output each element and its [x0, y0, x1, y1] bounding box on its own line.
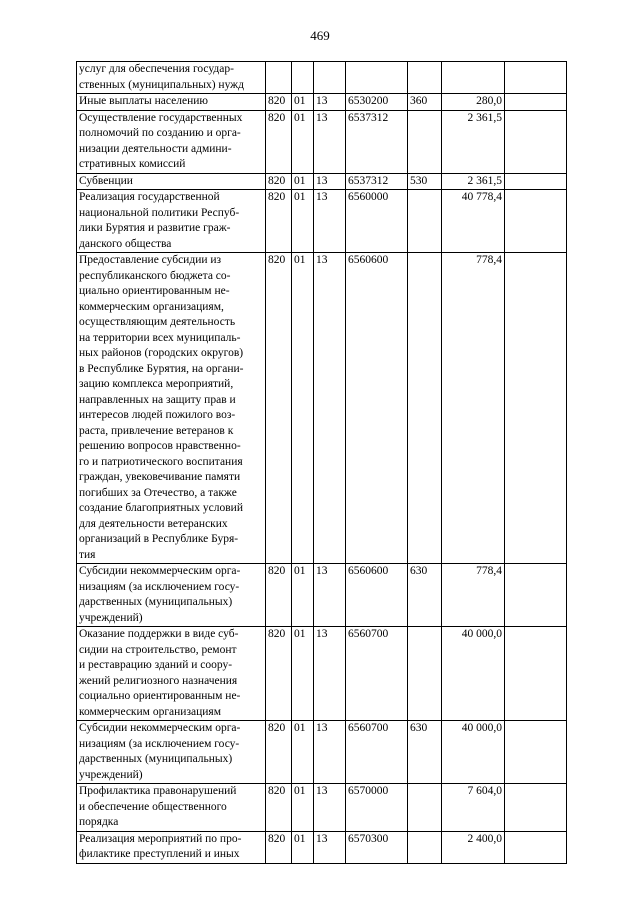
row-expense-type-code: 530	[408, 173, 442, 190]
budget-table-body	[77, 62, 567, 864]
row-admin-code: 820	[266, 253, 292, 564]
table-row	[77, 564, 567, 627]
row-subsection-code: 13	[314, 253, 346, 564]
row-section-code: 01	[292, 110, 314, 173]
row-target-code: 6537312	[346, 173, 408, 190]
row-empty-cell	[505, 173, 567, 190]
row-amount: 40 000,0	[442, 721, 505, 784]
row-admin-code: 820	[266, 831, 292, 863]
row-amount: 2 361,5	[442, 173, 505, 190]
row-amount: 40 778,4	[442, 190, 505, 253]
row-empty-cell	[505, 94, 567, 111]
row-subsection-code: 13	[314, 627, 346, 721]
row-empty-cell	[505, 564, 567, 627]
row-section-code: 01	[292, 721, 314, 784]
row-section-code	[292, 62, 314, 94]
row-admin-code: 820	[266, 564, 292, 627]
table-row	[77, 110, 567, 173]
row-amount: 778,4	[442, 253, 505, 564]
row-admin-code: 820	[266, 190, 292, 253]
row-target-code: 6560700	[346, 627, 408, 721]
row-expense-type-code: 630	[408, 564, 442, 627]
row-section-code: 01	[292, 173, 314, 190]
row-description: Оказание поддержки в виде суб- сидии на строительство, ремонт и реставрацию зданий и соору- жений религиозного назначения социально ориентированным не- коммерческим организациям	[77, 627, 266, 721]
table-row	[77, 721, 567, 784]
row-description: Профилактика правонарушений и обеспечение общественного порядка	[77, 784, 266, 832]
row-empty-cell	[505, 62, 567, 94]
row-subsection-code: 13	[314, 784, 346, 832]
row-section-code: 01	[292, 627, 314, 721]
row-expense-type-code	[408, 190, 442, 253]
row-description: Субвенции	[77, 173, 266, 190]
row-description: Субсидии некоммерческим орга- низациям (за исключением госу- дарственных (муниципальных) учреждений)	[77, 721, 266, 784]
row-subsection-code: 13	[314, 831, 346, 863]
row-expense-type-code	[408, 831, 442, 863]
table-row	[77, 253, 567, 564]
row-description: Субсидии некоммерческим орга- низациям (за исключением госу- дарственных (муниципальных) учреждений)	[77, 564, 266, 627]
table-row	[77, 62, 567, 94]
row-section-code: 01	[292, 831, 314, 863]
row-admin-code: 820	[266, 627, 292, 721]
row-target-code: 6537312	[346, 110, 408, 173]
table-row	[77, 94, 567, 111]
page-number: 469	[310, 28, 330, 43]
row-subsection-code: 13	[314, 173, 346, 190]
row-target-code: 6570000	[346, 784, 408, 832]
row-amount: 7 604,0	[442, 784, 505, 832]
row-empty-cell	[505, 253, 567, 564]
row-admin-code: 820	[266, 173, 292, 190]
row-expense-type-code: 360	[408, 94, 442, 111]
row-empty-cell	[505, 190, 567, 253]
row-subsection-code	[314, 62, 346, 94]
row-target-code: 6530200	[346, 94, 408, 111]
row-target-code: 6560600	[346, 253, 408, 564]
row-admin-code: 820	[266, 721, 292, 784]
row-admin-code: 820	[266, 784, 292, 832]
row-admin-code	[266, 62, 292, 94]
table-row	[77, 831, 567, 863]
budget-table	[76, 61, 567, 864]
table-row	[77, 784, 567, 832]
row-description: услуг для обеспечения государ- ственных (муниципальных) нужд	[77, 62, 266, 94]
row-subsection-code: 13	[314, 190, 346, 253]
row-section-code: 01	[292, 564, 314, 627]
row-section-code: 01	[292, 784, 314, 832]
row-section-code: 01	[292, 94, 314, 111]
row-subsection-code: 13	[314, 110, 346, 173]
row-target-code	[346, 62, 408, 94]
row-empty-cell	[505, 831, 567, 863]
row-description: Реализация мероприятий по про- филактике преступлений и иных	[77, 831, 266, 863]
row-target-code: 6560000	[346, 190, 408, 253]
table-row	[77, 173, 567, 190]
row-amount	[442, 62, 505, 94]
row-expense-type-code	[408, 110, 442, 173]
row-expense-type-code	[408, 62, 442, 94]
row-amount: 2 400,0	[442, 831, 505, 863]
row-admin-code: 820	[266, 110, 292, 173]
row-description: Осуществление государственных полномочий по созданию и орга- низации деятельности админи- стративных комиссий	[77, 110, 266, 173]
row-subsection-code: 13	[314, 94, 346, 111]
row-empty-cell	[505, 784, 567, 832]
table-row	[77, 190, 567, 253]
row-empty-cell	[505, 110, 567, 173]
row-empty-cell	[505, 721, 567, 784]
row-section-code: 01	[292, 253, 314, 564]
row-amount: 280,0	[442, 94, 505, 111]
row-amount: 2 361,5	[442, 110, 505, 173]
row-admin-code: 820	[266, 94, 292, 111]
row-amount: 778,4	[442, 564, 505, 627]
row-description: Реализация государственной национальной политики Респуб- лики Бурятия и развитие граж- данского общества	[77, 190, 266, 253]
row-description: Предоставление субсидии из республиканского бюджета со- циально ориентированным не- коммерческим организациям, осуществляющим деятельность на территории всех муниципаль- ных районов (городских округов) в Республике Бурятия, на органи- зацию комплекса мероприятий, направленных на защиту прав и интересов людей пожилого воз- раста, привлечение ветеранов к решению вопросов нравственно- го и патриотического воспитания граждан, увековечивание памяти погибших за Отечество, а также создание благоприятных условий для деятельности ветеранских организаций в Республике Буря- тия	[77, 253, 266, 564]
row-target-code: 6560700	[346, 721, 408, 784]
row-section-code: 01	[292, 190, 314, 253]
row-expense-type-code	[408, 627, 442, 721]
row-amount: 40 000,0	[442, 627, 505, 721]
row-subsection-code: 13	[314, 721, 346, 784]
row-expense-type-code	[408, 253, 442, 564]
row-empty-cell	[505, 627, 567, 721]
row-target-code: 6570300	[346, 831, 408, 863]
row-subsection-code: 13	[314, 564, 346, 627]
table-row	[77, 627, 567, 721]
row-target-code: 6560600	[346, 564, 408, 627]
row-description: Иные выплаты населению	[77, 94, 266, 111]
row-expense-type-code	[408, 784, 442, 832]
row-expense-type-code: 630	[408, 721, 442, 784]
